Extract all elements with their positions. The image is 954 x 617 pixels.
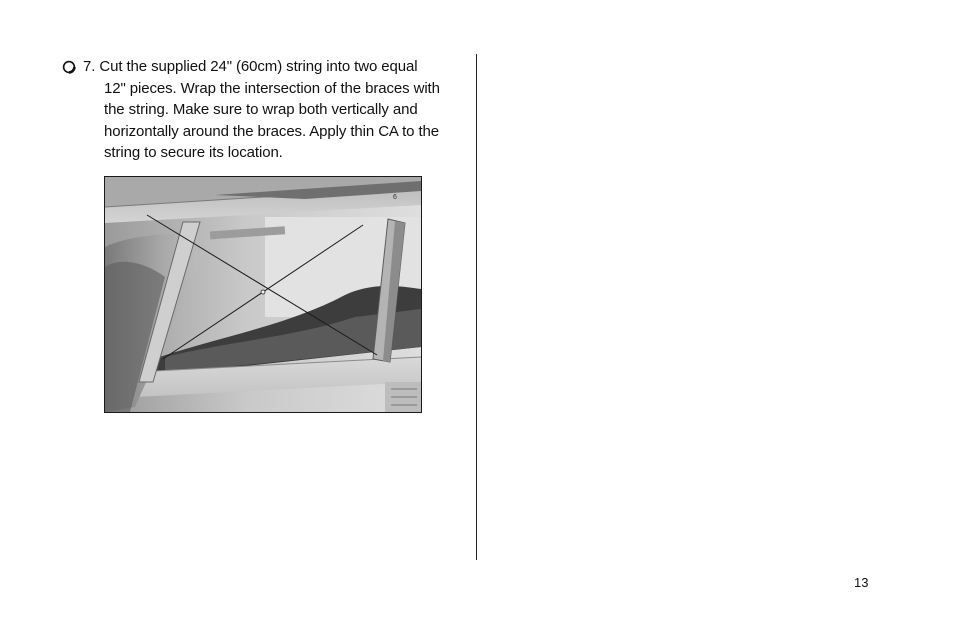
step-7-instruction [62, 56, 462, 164]
instruction-line-1 [62, 56, 462, 78]
instruction-line-5: string to secure its location. [104, 144, 283, 162]
page-number: 13 [854, 575, 869, 590]
instruction-line-4: horizontally around the braces. Apply thin CA to the [104, 122, 440, 140]
wing-brace-string-photo [104, 176, 422, 413]
wing-mark: 6 [393, 194, 397, 201]
photo-illustration [105, 177, 421, 412]
instruction-line-3: the string. Make sure to wrap both vertically and [104, 101, 418, 119]
instruction-text-1: 7. Cut the supplied 24" (60cm) string into two equal [83, 58, 418, 75]
column-divider [476, 54, 477, 560]
checkbox-circle-icon[interactable] [62, 60, 76, 74]
instruction-line-2: 12" pieces. Wrap the intersection of the braces with [104, 79, 440, 97]
string-intersection [261, 290, 265, 294]
